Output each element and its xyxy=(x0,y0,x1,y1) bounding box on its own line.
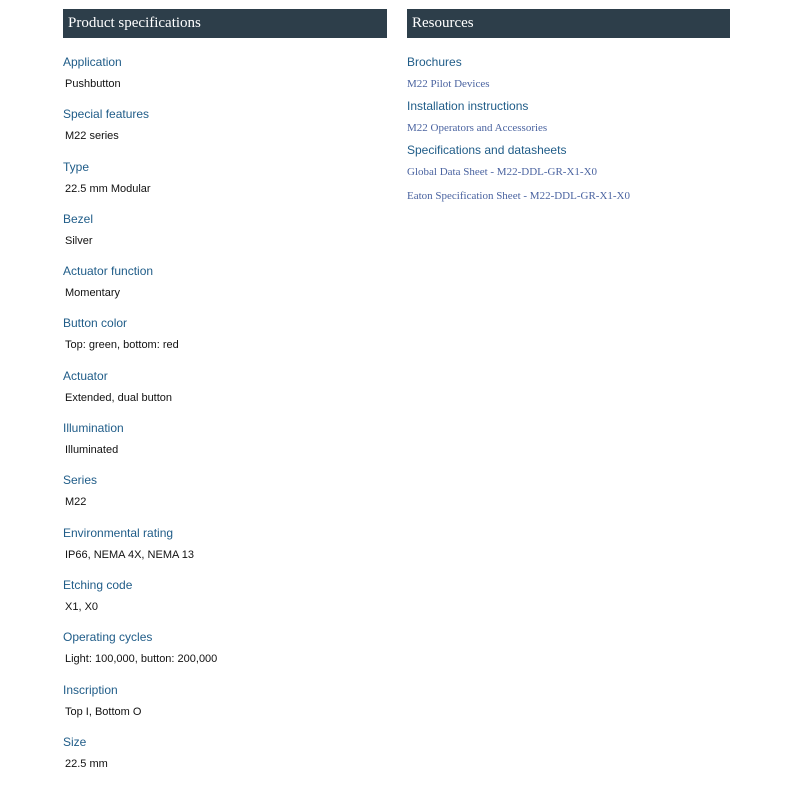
spec-label: Illumination xyxy=(63,421,124,436)
resources-header: Resources xyxy=(407,9,730,38)
spec-item-environmental-rating xyxy=(63,526,387,578)
spec-label: Bezel xyxy=(63,211,94,226)
resource-group-specifications-datasheets xyxy=(407,143,730,203)
spec-value: 22.5 mm xyxy=(65,757,108,770)
spec-label: Actuator xyxy=(63,368,108,383)
spec-value: IP66, NEMA 4X, NEMA 13 xyxy=(65,548,195,561)
resource-group-label: Brochures xyxy=(407,55,462,69)
spec-value: Pushbutton xyxy=(65,78,121,90)
resource-group-brochures xyxy=(407,55,730,91)
resource-group-installation-instructions xyxy=(407,99,730,135)
spec-label: Environmental rating xyxy=(63,525,174,540)
spec-label: Actuator function xyxy=(63,264,154,279)
resources-panel xyxy=(407,9,730,211)
resource-link-global-data-sheet[interactable]: Global Data Sheet - M22-DDL-GR-X1-X0 xyxy=(407,166,598,178)
spec-value: M22 xyxy=(65,496,87,509)
spec-value: Top: green, bottom: red xyxy=(65,339,179,352)
spec-label: Special features xyxy=(63,107,150,122)
spec-list xyxy=(63,55,387,787)
spec-label: Application xyxy=(63,55,122,69)
spec-item-special-features xyxy=(63,107,387,159)
spec-item-bezel xyxy=(63,212,387,264)
spec-item-series xyxy=(63,473,387,525)
spec-item-actuator-function xyxy=(63,264,387,316)
resources-list xyxy=(407,55,730,203)
spec-label: Size xyxy=(63,734,87,749)
spec-item-operating-cycles xyxy=(63,630,387,682)
spec-label: Inscription xyxy=(63,682,118,697)
resource-link-m22-operators-accessories[interactable]: M22 Operators and Accessories xyxy=(407,122,548,134)
spec-value: Top I, Bottom O xyxy=(65,705,142,718)
spec-label: Operating cycles xyxy=(63,630,153,645)
spec-item-type xyxy=(63,160,387,212)
resource-link-m22-pilot-devices[interactable]: M22 Pilot Devices xyxy=(407,78,490,90)
spec-value: Extended, dual button xyxy=(65,391,173,404)
spec-value: M22 series xyxy=(65,130,119,143)
spec-value: Silver xyxy=(65,234,93,247)
product-specifications-header: Product specifications xyxy=(63,9,387,38)
spec-label: Series xyxy=(63,473,98,488)
spec-value: X1, X0 xyxy=(65,600,99,613)
product-specifications-panel xyxy=(63,9,387,787)
resource-group-label: Installation instructions xyxy=(407,99,529,113)
spec-value: Light: 100,000, button: 200,000 xyxy=(65,653,218,666)
spec-item-button-color xyxy=(63,316,387,368)
spec-value: Illuminated xyxy=(65,444,119,457)
spec-item-application xyxy=(63,55,387,107)
spec-label: Etching code xyxy=(63,577,133,592)
spec-value: Momentary xyxy=(65,287,121,300)
spec-label: Type xyxy=(63,159,90,174)
spec-value: 22.5 mm Modular xyxy=(65,182,151,195)
spec-item-illumination xyxy=(63,421,387,473)
spec-item-size xyxy=(63,735,387,787)
spec-item-etching-code xyxy=(63,578,387,630)
spec-item-inscription xyxy=(63,683,387,735)
spec-item-actuator xyxy=(63,369,387,421)
resource-group-label: Specifications and datasheets xyxy=(407,143,567,157)
resource-link-eaton-specification-sheet[interactable]: Eaton Specification Sheet - M22-DDL-GR-X1-X0 xyxy=(407,190,631,202)
spec-label: Button color xyxy=(63,316,128,331)
